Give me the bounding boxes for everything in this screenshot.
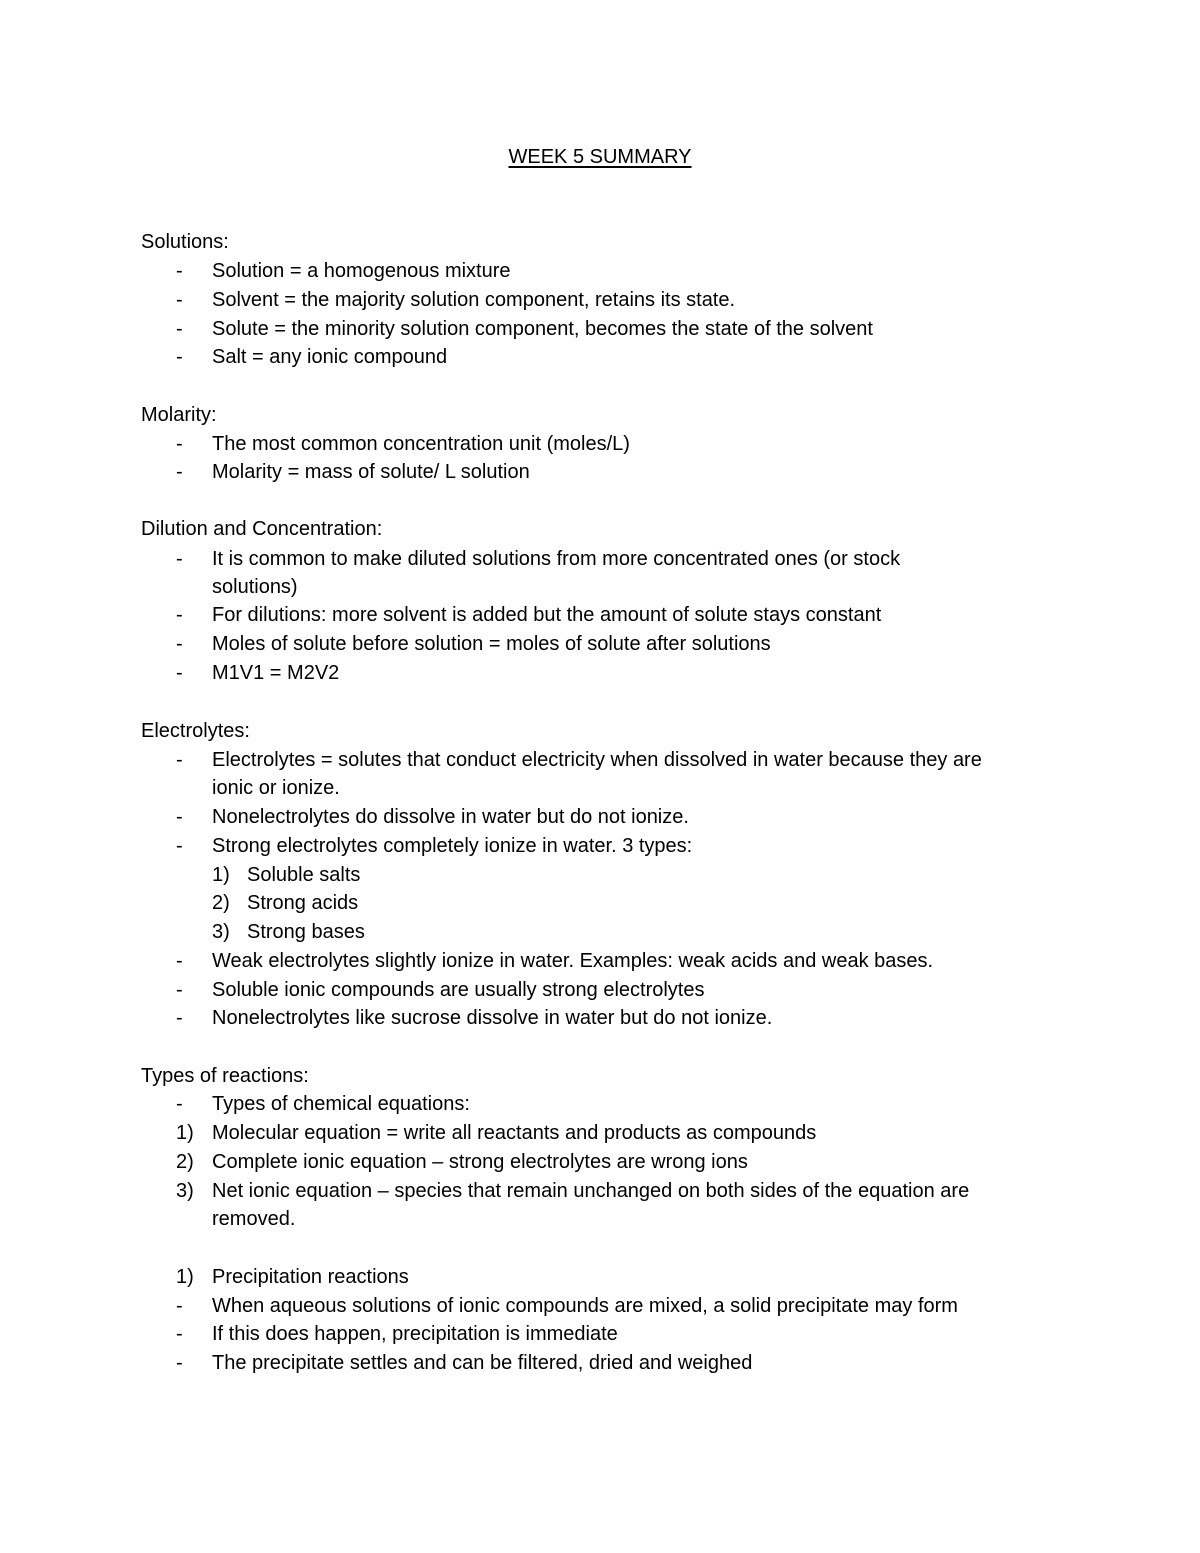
section-heading-reactions: Types of reactions: [141, 1065, 309, 1087]
section-heading-dilution: Dilution and Concentration: [141, 518, 383, 540]
dash-marker: - [176, 1323, 183, 1345]
numbered-item: Net ionic equation – species that remain unchanged on both sides of the equation are [212, 1180, 970, 1202]
number-marker: 1) [176, 1122, 194, 1144]
list-item: It is common to make diluted solutions from more concentrated ones (or stock [212, 548, 901, 570]
dash-marker: - [176, 806, 183, 828]
dash-marker: - [176, 1093, 183, 1115]
page-title: WEEK 5 SUMMARY [508, 146, 692, 168]
numbered-item: Strong bases [247, 921, 365, 943]
number-marker: 3) [176, 1180, 194, 1202]
section-heading-molarity: Molarity: [141, 404, 217, 426]
number-marker: 2) [212, 892, 230, 914]
list-item: Soluble ionic compounds are usually strong electrolytes [212, 979, 705, 1001]
number-marker: 1) [212, 864, 230, 886]
dash-marker: - [176, 633, 183, 655]
dash-marker: - [176, 433, 183, 455]
number-marker: 3) [212, 921, 230, 943]
dash-marker: - [176, 289, 183, 311]
numbered-item-continuation: removed. [212, 1208, 296, 1230]
list-item: M1V1 = M2V2 [212, 662, 340, 684]
dash-marker: - [176, 1295, 183, 1317]
list-item: Moles of solute before solution = moles of solute after solutions [212, 633, 771, 655]
list-item: Salt = any ionic compound [212, 346, 448, 368]
list-item: Solute = the minority solution component, becomes the state of the solvent [212, 318, 873, 340]
dash-marker: - [176, 604, 183, 626]
numbered-item: Soluble salts [247, 864, 361, 886]
dash-marker: - [176, 548, 183, 570]
dash-marker: - [176, 318, 183, 340]
list-item: Molarity = mass of solute/ L solution [212, 461, 530, 483]
dash-marker: - [176, 835, 183, 857]
dash-marker: - [176, 1352, 183, 1374]
list-item: When aqueous solutions of ionic compounds are mixed, a solid precipitate may form [212, 1295, 958, 1317]
numbered-item: Strong acids [247, 892, 359, 914]
numbered-item: Complete ionic equation – strong electrolytes are wrong ions [212, 1151, 748, 1173]
list-item: Nonelectrolytes like sucrose dissolve in water but do not ionize. [212, 1007, 773, 1029]
list-item: The most common concentration unit (moles/L) [212, 433, 630, 455]
list-item: Solution = a homogenous mixture [212, 260, 511, 282]
list-item: For dilutions: more solvent is added but the amount of solute stays constant [212, 604, 882, 626]
list-item: Solvent = the majority solution component, retains its state. [212, 289, 736, 311]
list-item: Types of chemical equations: [212, 1093, 470, 1115]
dash-marker: - [176, 662, 183, 684]
dash-marker: - [176, 346, 183, 368]
dash-marker: - [176, 749, 183, 771]
list-item-continuation: ionic or ionize. [212, 777, 340, 799]
list-item: Electrolytes = solutes that conduct electricity when dissolved in water because they are [212, 749, 982, 771]
list-item: Strong electrolytes completely ionize in water. 3 types: [212, 835, 693, 857]
section-heading-solutions: Solutions: [141, 231, 229, 253]
section-heading-electrolytes: Electrolytes: [141, 720, 250, 742]
dash-marker: - [176, 1007, 183, 1029]
dash-marker: - [176, 950, 183, 972]
list-item: Nonelectrolytes do dissolve in water but do not ionize. [212, 806, 689, 828]
number-marker: 1) [176, 1266, 194, 1288]
list-item-continuation: solutions) [212, 576, 298, 598]
list-item: If this does happen, precipitation is immediate [212, 1323, 618, 1345]
dash-marker: - [176, 461, 183, 483]
numbered-item: Molecular equation = write all reactants and products as compounds [212, 1122, 817, 1144]
subsection-heading-precipitation: Precipitation reactions [212, 1266, 409, 1288]
list-item: Weak electrolytes slightly ionize in water. Examples: weak acids and weak bases. [212, 950, 934, 972]
dash-marker: - [176, 979, 183, 1001]
list-item: The precipitate settles and can be filtered, dried and weighed [212, 1352, 753, 1374]
number-marker: 2) [176, 1151, 194, 1173]
dash-marker: - [176, 260, 183, 282]
